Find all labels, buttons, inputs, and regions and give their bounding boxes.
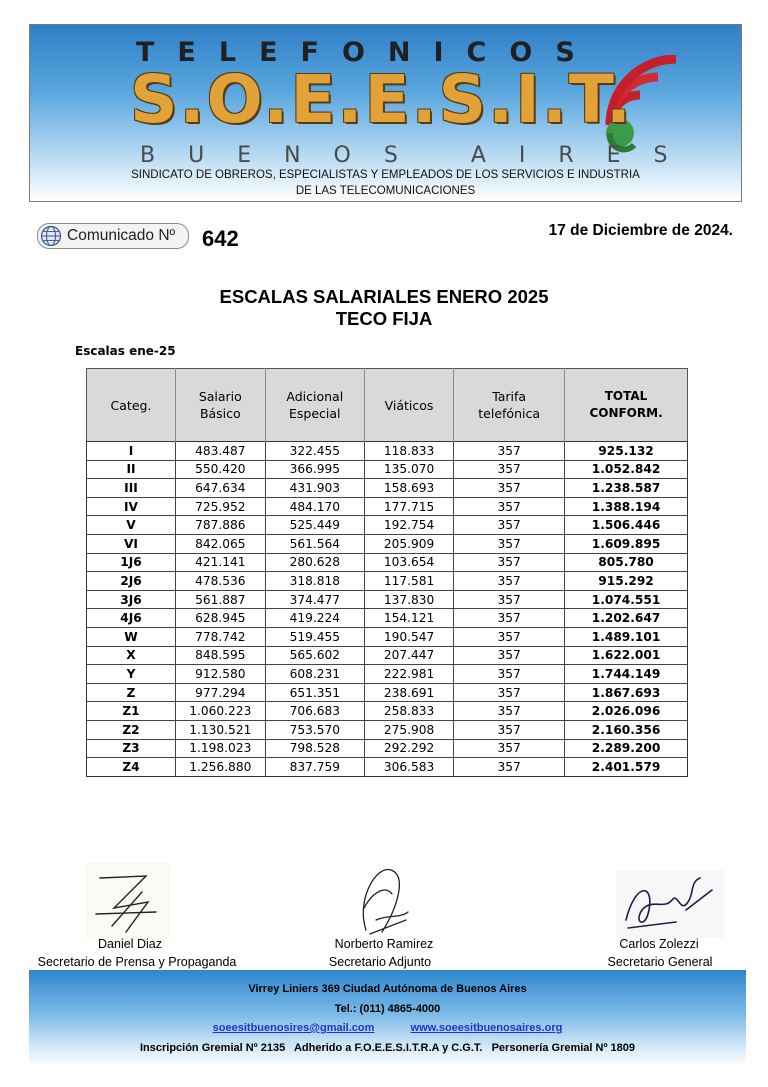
signature-norberto-ramirez [346,860,416,944]
cell-category: Z1 [87,702,176,721]
cell-category: 4J6 [87,609,176,628]
cell-travel-allowance: 238.691 [364,683,453,702]
cell-travel-allowance: 135.070 [364,460,453,479]
cell-travel-allowance: 190.547 [364,627,453,646]
cell-category: I [87,442,176,461]
cell-category: Z [87,683,176,702]
cell-base-salary: 1.198.023 [175,739,265,758]
table-row [87,479,688,498]
cell-base-salary: 483.487 [175,442,265,461]
cell-travel-allowance: 158.693 [364,479,453,498]
cell-special-bonus: 366.995 [265,460,364,479]
cell-phone-rate: 357 [454,739,565,758]
table-row [87,720,688,739]
cell-phone-rate: 357 [454,720,565,739]
table-row [87,609,688,628]
cell-phone-rate: 357 [454,665,565,684]
signer-role-3: Secretario General [607,955,713,969]
table-body [87,442,688,777]
cell-special-bonus: 753.570 [265,720,364,739]
cell-travel-allowance: 292.292 [364,739,453,758]
cell-travel-allowance: 118.833 [364,442,453,461]
cell-special-bonus: 561.564 [265,534,364,553]
signer-name-2: Norberto Ramirez [334,937,434,951]
cell-phone-rate: 357 [454,534,565,553]
email-link[interactable]: soeesitbuenosires@gmail.com [212,1022,375,1034]
cell-phone-rate: 357 [454,553,565,572]
cell-category: 1J6 [87,553,176,572]
cell-special-bonus: 280.628 [265,553,364,572]
communique-number: 642 [202,226,239,251]
table-header-row [87,369,688,442]
cell-base-salary: 561.887 [175,590,265,609]
cell-special-bonus: 484.170 [265,497,364,516]
cell-total: 1.506.446 [565,516,688,535]
cell-special-bonus: 322.455 [265,442,364,461]
cell-special-bonus: 565.602 [265,646,364,665]
header-total: TOTAL CONFORM. [565,369,688,442]
cell-phone-rate: 357 [454,646,565,665]
website-link[interactable]: www.soeesitbuenosaires.org [410,1022,563,1034]
cell-travel-allowance: 137.830 [364,590,453,609]
cell-special-bonus: 419.224 [265,609,364,628]
cell-category: II [87,460,176,479]
cell-base-salary: 421.141 [175,553,265,572]
header-category: Categ. [87,369,176,442]
header-banner [29,24,742,202]
cell-total: 1.238.587 [565,479,688,498]
brand-logo-text: S.O.E.E.S.I.T. [130,61,633,138]
cell-base-salary: 725.952 [175,497,265,516]
header-phone-rate: Tarifa telefónica [454,369,565,442]
salary-scale-table [86,368,688,777]
cell-travel-allowance: 192.754 [364,516,453,535]
header-travel-allowance: Viáticos [364,369,453,442]
cell-travel-allowance: 207.447 [364,646,453,665]
cell-total: 1.074.551 [565,590,688,609]
cell-special-bonus: 519.455 [265,627,364,646]
cell-category: V [87,516,176,535]
cell-special-bonus: 374.477 [265,590,364,609]
cell-total: 2.160.356 [565,720,688,739]
cell-travel-allowance: 205.909 [364,534,453,553]
cell-travel-allowance: 103.654 [364,553,453,572]
table-row [87,758,688,777]
cell-total: 1.622.001 [565,646,688,665]
cell-base-salary: 912.580 [175,665,265,684]
cell-base-salary: 478.536 [175,572,265,591]
cell-phone-rate: 357 [454,609,565,628]
brand-subtitle: BUENOS AIRES [140,143,701,168]
cell-category: Y [87,665,176,684]
table-row [87,683,688,702]
footer-links [29,1022,746,1034]
cell-category: IV [87,497,176,516]
cell-phone-rate: 357 [454,758,565,777]
cell-travel-allowance: 258.833 [364,702,453,721]
cell-total: 2.401.579 [565,758,688,777]
cell-special-bonus: 651.351 [265,683,364,702]
cell-travel-allowance: 306.583 [364,758,453,777]
table-row [87,665,688,684]
union-description-line2: DE LAS TELECOMUNICACIONES [295,185,476,197]
table-row [87,534,688,553]
table-row [87,460,688,479]
cell-total: 925.132 [565,442,688,461]
cell-category: Z4 [87,758,176,777]
cell-base-salary: 787.886 [175,516,265,535]
cell-base-salary: 550.420 [175,460,265,479]
cell-category: III [87,479,176,498]
page-title: ESCALAS SALARIALES ENERO 2025 [219,286,549,307]
globe-icon [40,225,62,247]
cell-category: W [87,627,176,646]
signer-name-1: Daniel Diaz [98,937,162,951]
cell-total: 915.292 [565,572,688,591]
table-caption: Escalas ene-25 [75,344,176,358]
cell-phone-rate: 357 [454,627,565,646]
cell-base-salary: 1.130.521 [175,720,265,739]
table-row [87,739,688,758]
table-row [87,553,688,572]
cell-special-bonus: 318.818 [265,572,364,591]
footer-address: Virrey Liniers 369 Ciudad Autónoma de Buenos Aires [248,983,527,995]
table-row [87,627,688,646]
cell-base-salary: 848.595 [175,646,265,665]
footer-phone: Tel.: (011) 4865-4000 [334,1003,441,1015]
cell-travel-allowance: 177.715 [364,497,453,516]
cell-category: X [87,646,176,665]
page-subtitle: TECO FIJA [335,308,433,329]
cell-total: 1.609.895 [565,534,688,553]
cell-base-salary: 977.294 [175,683,265,702]
footer-registration: Inscripción Gremial Nº 2135 Adherido a F.O.E.E.S.I.T.R.A y C.G.T. Personería Gremial Nº 1809 [139,1042,636,1054]
cell-total: 1.202.647 [565,609,688,628]
cell-special-bonus: 431.903 [265,479,364,498]
cell-base-salary: 1.060.223 [175,702,265,721]
cell-phone-rate: 357 [454,516,565,535]
cell-phone-rate: 357 [454,460,565,479]
cell-phone-rate: 357 [454,479,565,498]
header-base-salary: Salario Básico [175,369,265,442]
cell-phone-rate: 357 [454,497,565,516]
cell-travel-allowance: 154.121 [364,609,453,628]
table-row [87,702,688,721]
cell-total: 2.026.096 [565,702,688,721]
cell-base-salary: 628.945 [175,609,265,628]
cell-travel-allowance: 117.581 [364,572,453,591]
table-row [87,516,688,535]
signer-role-2: Secretario Adjunto [328,955,432,969]
signature-daniel-diaz [86,862,170,940]
cell-special-bonus: 837.759 [265,758,364,777]
cell-total: 1.489.101 [565,627,688,646]
cell-phone-rate: 357 [454,702,565,721]
cell-phone-rate: 357 [454,683,565,702]
table-row [87,646,688,665]
cell-phone-rate: 357 [454,442,565,461]
communique-label: Comunicado Nº [67,227,176,244]
cell-category: Z3 [87,739,176,758]
cell-total: 2.289.200 [565,739,688,758]
communique-badge [37,223,189,249]
cell-total: 1.744.149 [565,665,688,684]
cell-total: 1.052.842 [565,460,688,479]
cell-total: 1.867.693 [565,683,688,702]
cell-base-salary: 842.065 [175,534,265,553]
signer-role-1: Secretario de Prensa y Propaganda [37,955,237,969]
cell-special-bonus: 525.449 [265,516,364,535]
cell-category: VI [87,534,176,553]
header-special-bonus: Adicional Especial [265,369,364,442]
signer-name-3: Carlos Zolezzi [619,937,699,951]
cell-total: 805.780 [565,553,688,572]
table-row [87,497,688,516]
table-row [87,442,688,461]
cell-travel-allowance: 275.908 [364,720,453,739]
cell-phone-rate: 357 [454,572,565,591]
cell-base-salary: 778.742 [175,627,265,646]
union-description-line1: SINDICATO DE OBREROS, ESPECIALISTAS Y EMPLEADOS DE LOS SERVICIOS E INDUSTRIA [131,169,640,181]
cell-travel-allowance: 222.981 [364,665,453,684]
brand-top-text: TELEFONICOS [136,37,598,68]
table-row [87,572,688,591]
footer [29,970,746,1066]
cell-special-bonus: 706.683 [265,702,364,721]
signature-carlos-zolezzi [616,870,724,938]
cell-base-salary: 647.634 [175,479,265,498]
cell-special-bonus: 798.528 [265,739,364,758]
cell-base-salary: 1.256.880 [175,758,265,777]
cell-total: 1.388.194 [565,497,688,516]
cell-category: 3J6 [87,590,176,609]
document-date: 17 de Diciembre de 2024. [548,222,733,239]
cell-category: 2J6 [87,572,176,591]
cell-category: Z2 [87,720,176,739]
cell-special-bonus: 608.231 [265,665,364,684]
cell-phone-rate: 357 [454,590,565,609]
table-row [87,590,688,609]
